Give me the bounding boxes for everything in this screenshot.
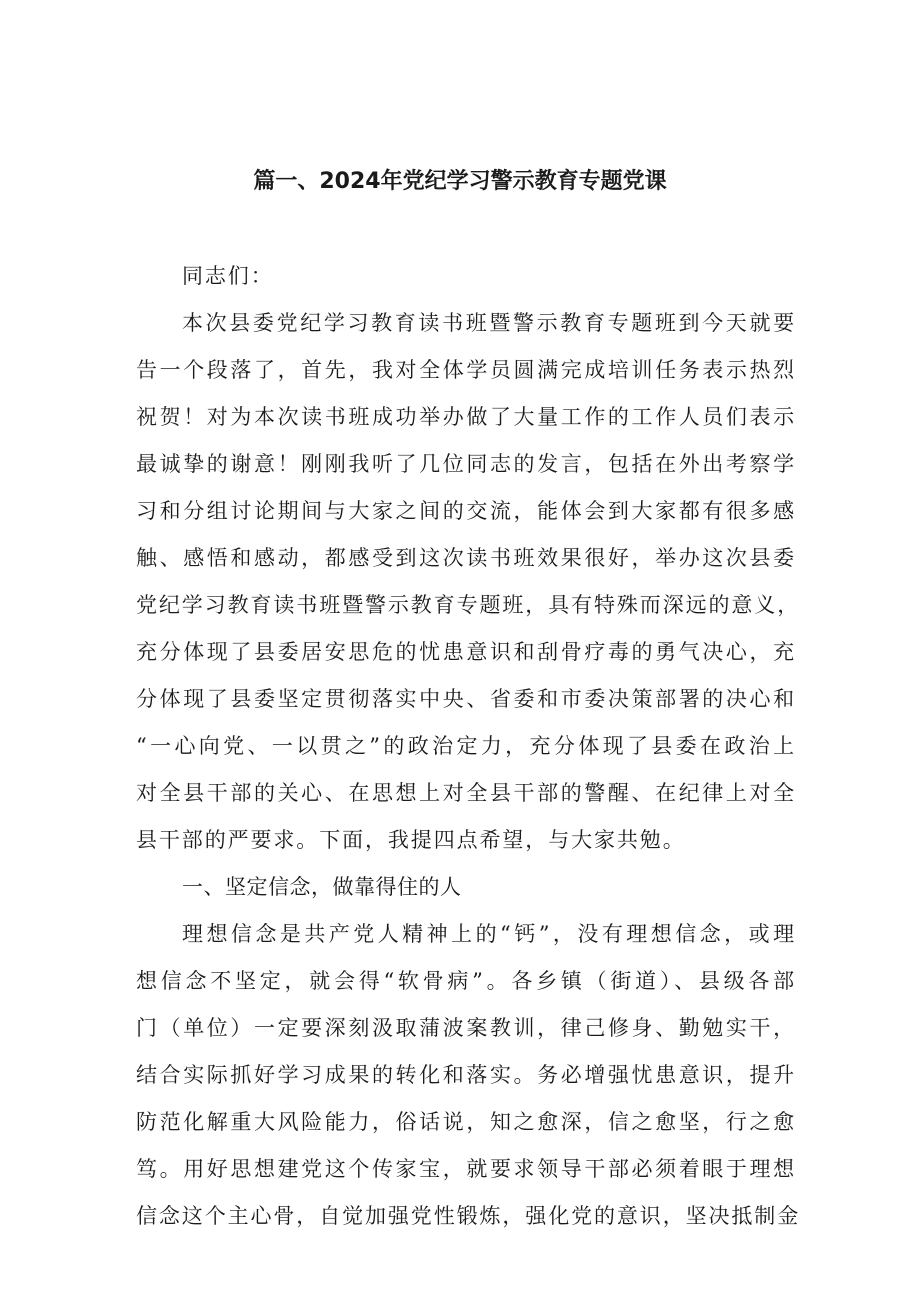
paragraph-line: 本次县委党纪学习教育读书班暨警示教育专题班到今天就要 [182,311,796,335]
paragraph-line: 对全县干部的关心、在思想上对全县干部的警醒、在纪律上对全 [136,781,796,805]
paragraph-line: 信念这个主心骨，自觉加强党性锻炼，强化党的意识，坚决抵制金 [136,1204,801,1228]
paragraph-line: 习和分组讨论期间与大家之间的交流，能体会到大家都有很多感 [136,499,796,523]
paragraph-line: 充分体现了县委居安思危的忧患意识和刮骨疗毒的勇气决心，充 [136,640,796,664]
paragraph-line: 结合实际抓好学习成果的转化和落实。务必增强忧患意识，提升 [136,1063,796,1087]
paragraph-section-one [136,911,801,1240]
paragraph-line: 门（单位）一定要深刻汲取蒲波案教训，律己修身、勤勉实干， [136,1016,796,1040]
paragraph-line: 触、感悟和感动，都感受到这次读书班效果很好，举办这次县委 [136,546,796,570]
paragraph-line: 防范化解重大风险能力，俗话说，知之愈深，信之愈坚，行之愈 [136,1110,796,1134]
salutation: 同志们： [182,264,274,288]
section-heading: 一、坚定信念，做靠得住的人 [182,875,462,899]
paragraph-line: 县干部的严要求。下面，我提四点希望，与大家共勉。 [136,828,686,852]
paragraph-opening [136,300,801,864]
paragraph-line: 告一个段落了，首先，我对全体学员圆满完成培训任务表示热烈 [136,358,796,382]
document-title: 篇一、2024年党纪学习警示教育专题党课 [253,169,667,194]
paragraph-line: 想信念不坚定，就会得“软骨病”。各乡镇（街道）、县级各部 [136,969,796,993]
paragraph-line: “一心向党、一以贯之”的政治定力，充分体现了县委在政治上 [136,734,796,758]
paragraph-line: 理想信念是共产党人精神上的“钙”，没有理想信念，或理 [182,922,796,946]
paragraph-line: 党纪学习教育读书班暨警示教育专题班，具有特殊而深远的意义， [136,593,801,617]
document-body [136,253,801,1240]
paragraph-line: 分体现了县委坚定贯彻落实中央、省委和市委决策部署的决心和 [136,687,796,711]
paragraph-line: 祝贺！对为本次读书班成功举办做了大量工作的工作人员们表示 [136,405,796,429]
paragraph-line: 笃。用好思想建党这个传家宝，就要求领导干部必须着眼于理想 [136,1157,796,1181]
paragraph-line: 最诚挚的谢意！刚刚我听了几位同志的发言，包括在外出考察学 [136,452,796,476]
